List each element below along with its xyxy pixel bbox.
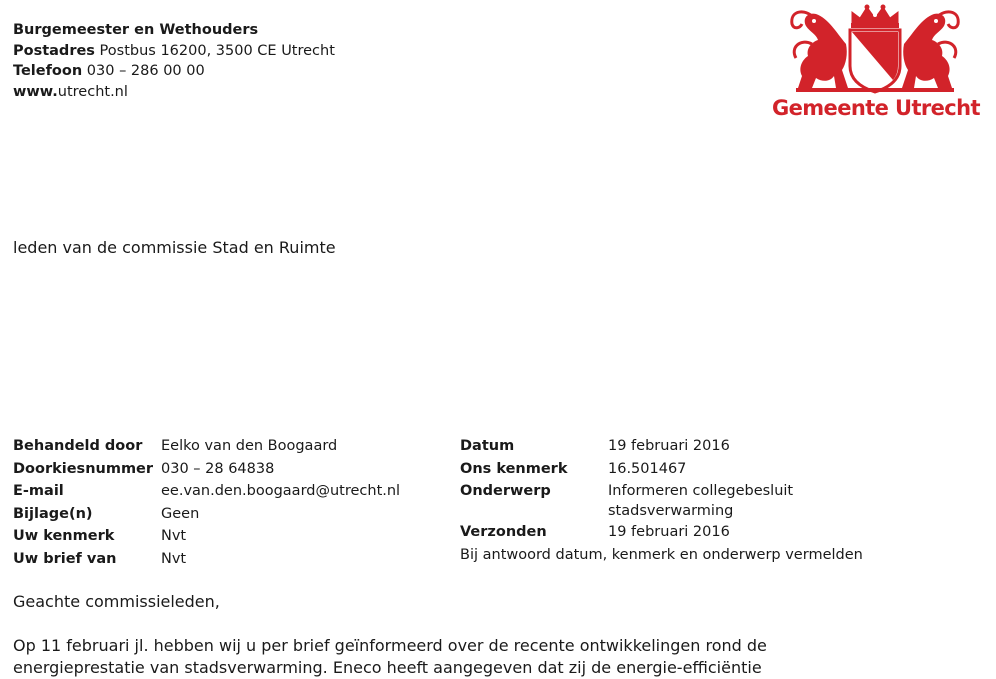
- meta-row-our-reference: [460, 458, 888, 481]
- meta-value: 16.501467: [608, 460, 687, 477]
- meta-row-direct-number: [13, 458, 400, 481]
- meta-row-attachments: [13, 503, 400, 526]
- reply-note: Bij antwoord datum, kenmerk en onderwerp vermelden: [460, 546, 863, 563]
- meta-label: Bijlage(n): [13, 505, 93, 522]
- meta-label: Onderwerp: [460, 483, 551, 499]
- meta-row-sent: [460, 521, 888, 544]
- meta-left-block: [13, 435, 400, 570]
- phone-value: 030 – 286 00 00: [86, 63, 205, 79]
- email-link[interactable]: ee.van.den.boogaard@utrecht.nl: [161, 483, 401, 499]
- meta-label: Ons kenmerk: [460, 460, 568, 477]
- meta-value: Nvt: [161, 528, 187, 544]
- recipient: leden van de commissie Stad en Ruimte: [13, 238, 336, 257]
- sender-postal-line: [13, 41, 335, 62]
- sender-web-line[interactable]: [13, 82, 335, 103]
- sender-phone-line: [13, 61, 335, 82]
- postal-value: Postbus 16200, 3500 CE Utrecht: [99, 42, 335, 59]
- web-prefix[interactable]: www.: [13, 83, 58, 100]
- meta-row-your-reference: [13, 525, 400, 548]
- salutation: Geachte commissieleden,: [13, 592, 220, 611]
- meta-row-subject: [460, 480, 888, 521]
- meta-label: Datum: [460, 438, 515, 454]
- phone-label: Telefoon: [13, 63, 83, 79]
- gemeente-utrecht-logo: [772, 4, 978, 122]
- meta-value: Geen: [161, 505, 200, 522]
- meta-label: Uw brief van: [13, 550, 117, 567]
- meta-row-your-letter: [13, 548, 400, 571]
- meta-row-email: [13, 480, 400, 503]
- meta-value: 030 – 28 64838: [161, 460, 275, 477]
- coat-of-arms-icon: [772, 4, 978, 96]
- meta-label: Doorkiesnummer: [13, 460, 154, 477]
- meta-label: E-mail: [13, 483, 64, 499]
- meta-value: 19 februari 2016: [608, 438, 730, 454]
- meta-value: Eelko van den Boogaard: [161, 438, 338, 454]
- web-domain[interactable]: utrecht.nl: [57, 83, 128, 100]
- meta-value: 19 februari 2016: [608, 524, 730, 540]
- meta-row-handled-by: [13, 435, 400, 458]
- meta-label: Uw kenmerk: [13, 528, 115, 544]
- meta-label: Behandeld door: [13, 438, 143, 454]
- meta-value: Nvt: [161, 550, 187, 567]
- sender-block: [13, 20, 335, 102]
- sender-org: Burgemeester en Wethouders: [13, 22, 259, 38]
- logo-wordmark: Gemeente Utrecht: [772, 96, 980, 120]
- meta-right-block: [460, 435, 888, 566]
- meta-row-date: [460, 435, 888, 458]
- postal-label: Postadres: [13, 42, 95, 59]
- meta-value: Informeren collegebesluit stadsverwarming: [608, 483, 794, 519]
- body-paragraph: Op 11 februari jl. hebben wij u per brief geïnformeerd over de recente ontwikkelingen rond de energieprestatie van stadsverwarming. Eneco heeft aangegeven dat zij de energie-efficiëntie: [13, 636, 767, 677]
- meta-label: Verzonden: [460, 524, 547, 540]
